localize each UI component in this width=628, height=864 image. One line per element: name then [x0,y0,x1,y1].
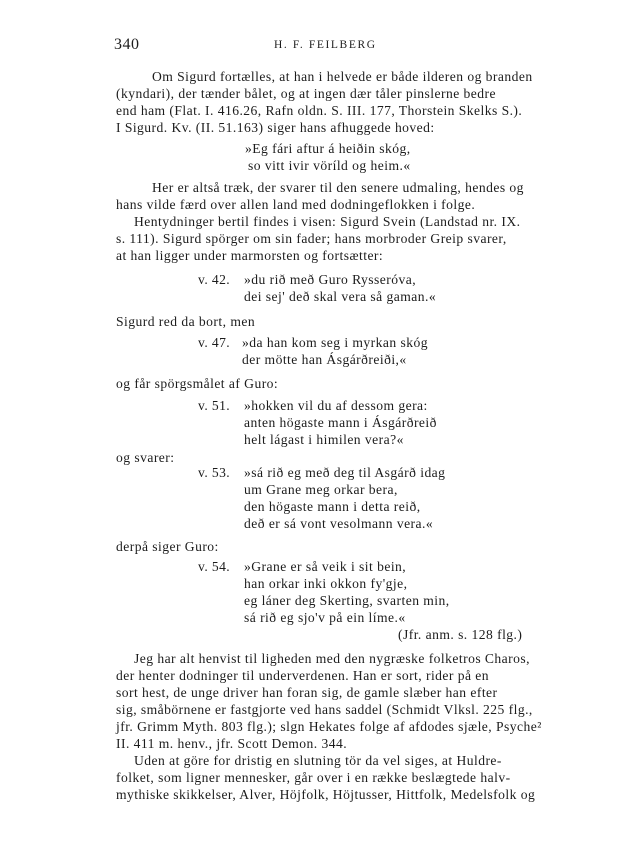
verse-line: deð er sá vont vesolmann vera.« [244,516,434,531]
text-line: Her er altså træk, der svarer til den senere udmaling, hendes og [152,180,524,195]
verse-number: v. 47. [198,335,231,350]
verse-number: v. 42. [198,272,231,287]
text-line: end ham (Flat. I. 416.26, Rafn oldn. S. III. 177, Thorstein Skelks S.). [116,103,523,118]
text-line: II. 411 m. henv., jfr. Scott Demon. 344. [116,736,348,751]
page-number: 340 [114,36,140,53]
text-line: Sigurd red da bort, men [116,314,256,329]
text-line: I Sigurd. Kv. (II. 51.163) siger hans afhuggede hoved: [116,120,435,135]
text-line: Hentydninger bertil findes i visen: Sigurd Svein (Landstad nr. IX. [134,214,521,229]
verse-line: »du rið með Guro Rysseróva, [244,272,417,287]
text-line: Jeg har alt henvist til ligheden med den nygræske folketros Charos, [134,651,530,666]
verse-line: den högaste mann i detta reið, [244,499,421,514]
verse-line: han orkar inki okkon fy'gje, [244,576,408,591]
text-line: sig, småbörnene er fastgjorte ved hans saddel (Schmidt Vlksl. 225 flg., [116,702,533,717]
text-line: og svarer: [116,450,175,465]
verse-number: v. 51. [198,398,231,413]
verse-line: »Grane er så veik i sit bein, [244,559,407,574]
text-line: mythiske skikkelser, Alver, Höjfolk, Höjtusser, Hittfolk, Medelsfolk og [116,787,536,802]
verse-line: der mötte han Ásgárðreiði,« [242,352,407,367]
verse-line: »hokken vil du af dessom gera: [244,398,428,413]
text-line: Om Sigurd fortælles, at han i helvede er både ilderen og branden [152,69,533,84]
text-line: sort hest, de unge driver han foran sig, de gamle slæber han efter [116,685,498,700]
text-line: derpå siger Guro: [116,539,219,554]
text-line: s. 111). Sigurd spörger om sin fader; hans morbroder Greip svarer, [116,231,507,246]
verse-line: eg láner deg Skerting, svarten min, [244,593,450,608]
verse-line: »sá rið eg með deg til Asgárð idag [244,465,446,480]
verse-line: »da han kom seg i myrkan skóg [242,335,428,350]
verse-line: so vitt ivir vöríld og heim.« [248,158,411,173]
text-line: og får spörgsmålet af Guro: [116,376,279,391]
text-line: Uden at göre for dristig en slutning tör da vel siges, at Huldre- [134,753,502,768]
verse-line: »Eg fári aftur á heiðin skóg, [245,141,411,156]
cross-reference: (Jfr. anm. s. 128 flg.) [398,627,523,642]
verse-line: dei sej' deð skal vera så gaman.« [244,289,437,304]
verse-line: um Grane meg orkar bera, [244,482,398,497]
text-line: folket, som ligner mennesker, går over i en række beslægtede halv- [116,770,511,785]
running-title: H. F. FEILBERG [274,39,377,51]
text-line: jfr. Grimm Myth. 803 flg.); slgn Hekates folge af afdodes sjæle, Psyche² [116,719,542,734]
verse-line: sá rið eg sjo'v på ein líme.« [244,610,406,625]
page-header [114,36,548,58]
text-line: der henter dodninger til underverdenen. Han er sort, rider på en [116,668,490,683]
verse-line: helt lágast i himilen vera?« [244,432,404,447]
verse-number: v. 54. [198,559,231,574]
text-line: hans vilde færd over allen land med dodningeflokken i folge. [116,197,476,212]
verse-number: v. 53. [198,465,231,480]
text-line: at han ligger under marmorsten og fortsætter: [116,248,384,263]
verse-line: anten högaste mann i Ásgárðreið [244,415,437,430]
text-line: (kyndari), der tænder bålet, og at ingen dær tåler pinslerne bedre [116,86,496,101]
